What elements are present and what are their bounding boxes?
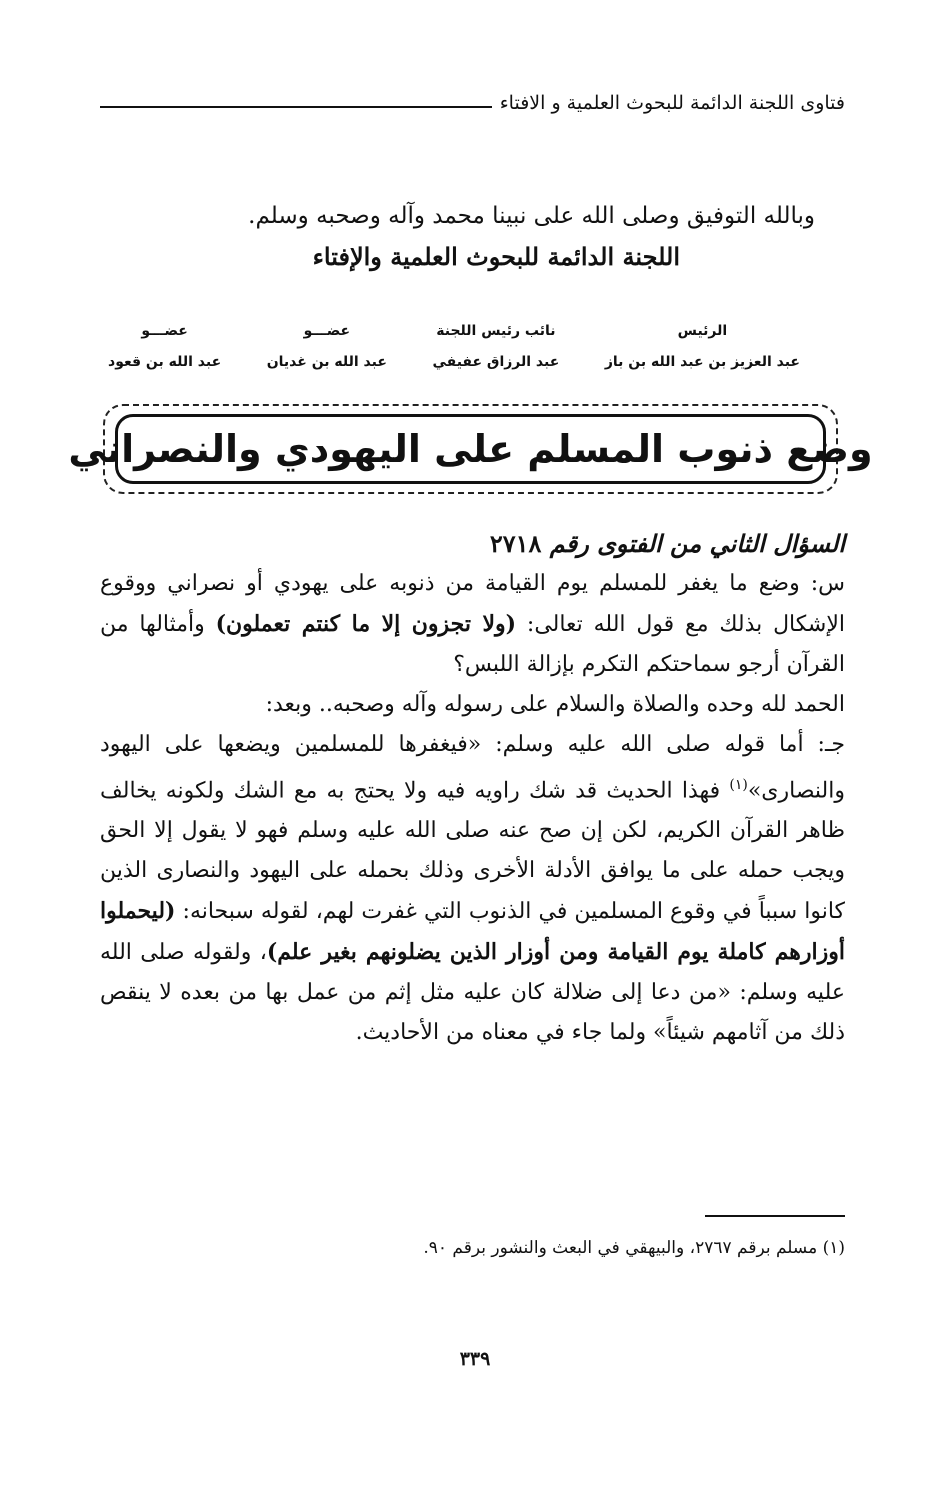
answer-paragraph xyxy=(100,725,845,1053)
answer-text-1: جـ: أما قوله صلى الله عليه وسلم: «فيغفرها للمسلمين ويضعها على اليهود والنصارى» xyxy=(100,732,845,804)
header-rule xyxy=(100,106,492,108)
signatures xyxy=(108,318,800,388)
quran-quote-1: (ولا تجزون إلا ما كنتم تعملون) xyxy=(215,611,517,637)
question-heading-text: السؤال الثاني من الفتوى رقم xyxy=(549,529,845,558)
fatwa-number: ٢٧١٨ xyxy=(489,529,542,558)
signature-member-2 xyxy=(108,318,221,388)
question-text-b: وأمثالها من القرآن أرجو سماحتكم التكرم بإزالة اللبس؟ xyxy=(100,612,845,677)
footnote-reference: (١) xyxy=(729,777,748,793)
committee-name: اللجنة الدائمة للبحوث العلمية والإفتاء xyxy=(312,242,680,271)
question-heading xyxy=(100,524,845,564)
signature-chairman xyxy=(605,318,800,388)
signature-name: عبد الرزاق عفيفي xyxy=(432,354,560,370)
footnote: (١) مسلم برقم ٢٧٦٧، والبيهقي في البعث والنشور برقم ٩٠. xyxy=(423,1238,845,1258)
signature-member-1 xyxy=(267,318,387,388)
closing-block xyxy=(175,195,815,277)
signature-name: عبد العزيز بن عبد الله بن باز xyxy=(604,354,800,370)
section-heading-inner xyxy=(68,414,873,484)
running-header xyxy=(100,84,845,114)
question-text-a: س: وضع ما يغفر للمسلم يوم القيامة من ذنوبه على يهودي أو نصراني ووقوع الإشكال بذلك مع قول الله تعالى: xyxy=(100,571,846,637)
signature-name: عبد الله بن قعود xyxy=(108,354,222,370)
signature-role: عضـــو xyxy=(141,323,188,339)
running-title: فتاوى اللجنة الدائمة للبحوث العلمية و الافتاء xyxy=(499,92,845,114)
signature-vice-chairman xyxy=(432,318,559,388)
answer-text-2: فهذا الحديث قد شك راويه فيه ولا يحتج به مع الشك ولكونه يخالف ظاهر القرآن الكريم، لكن إن صح عنه صلى الله عليه وسلم فهو لا يقول إلا الحق ويجب حمله على ما يوافق الأدلة الأخرى وذلك بحمله على اليهود والنصارى الذين كانوا سبباً في وقوع المسلمين في الذنوب التي غفرت لهم، لقوله سبحانه: xyxy=(100,778,845,925)
quran-quote-2: (ليحملوا أوزارهم كاملة يوم القيامة ومن أوزار الذين يضلونهم بغير علم) xyxy=(100,898,845,966)
answer-opening: الحمد لله وحده والصلاة والسلام على رسوله وآله وصحبه.. وبعد: xyxy=(265,692,845,717)
signature-role: عضـــو xyxy=(303,323,351,339)
signature-role: الرئيس xyxy=(677,323,728,339)
question-paragraph xyxy=(100,564,845,685)
closing-prayer: وبالله التوفيق وصلى الله على نبينا محمد وآله وصحبه وسلم. xyxy=(248,203,815,229)
fatwa-body xyxy=(100,524,845,1053)
answer-text-3: ، ولقوله صلى الله عليه وسلم: «من دعا إلى ضلالة كان عليه مثل إثم من عمل بها من بعده لا ينقص ذلك من آثامهم شيئاً» ولما جاء في معناه من الأحاديث. xyxy=(100,940,845,1046)
signature-name: عبد الله بن غديان xyxy=(266,354,387,370)
signature-role: نائب رئيس اللجنة xyxy=(436,323,556,339)
page-number: ٣٣٩ xyxy=(459,1348,491,1370)
section-title: وضع ذنوب المسلم على اليهودي والنصراني xyxy=(68,427,873,471)
footnote-rule xyxy=(705,1215,845,1217)
section-heading-frame xyxy=(68,404,873,494)
